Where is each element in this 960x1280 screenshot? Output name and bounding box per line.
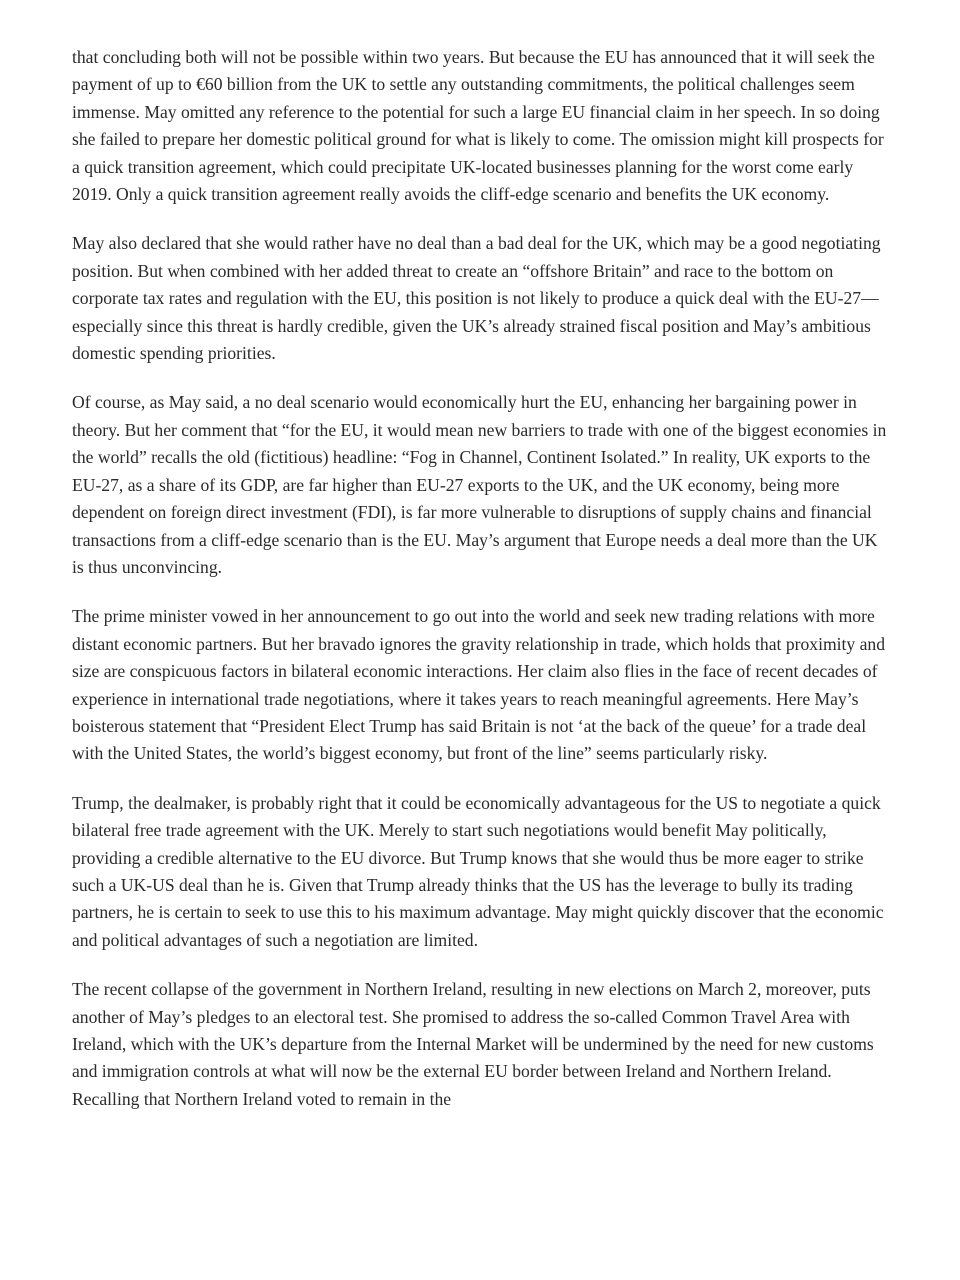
- paragraph-3: Of course, as May said, a no deal scenario would economically hurt the EU, enhancing her bargaining power in theory. But her comment that “for the EU, it would mean new barriers to trade with one of the biggest economies in the world” recalls the old (fictitious) headline: “Fog in Channel, Continent Isolated.” In reality, UK exports to the EU-27, as a share of its GDP, are far higher than EU-27 exports to the UK, and the UK economy, being more dependent on foreign direct investment (FDI), is far more vulnerable to disruptions of supply chains and financial transactions from a cliff-edge scenario than is the EU. May’s argument that Europe needs a deal more than the UK is thus unconvincing.: [72, 392, 887, 577]
- paragraph-5: Trump, the dealmaker, is probably right that it could be economically advantageous for the US to negotiate a quick bilateral free trade agreement with the UK. Merely to start such negotiations would benefit May politically, providing a credible alternative to the EU divorce. But Trump knows that she would thus be more eager to strike such a UK-US deal than he is. Given that Trump already thinks that the US has the leverage to bully its trading partners, he is certain to seek to use this to his maximum advantage. May might quickly discover that the economic and political advantages of such a negotiation are limited.: [72, 792, 884, 950]
- paragraph-6: The recent collapse of the government in Northern Ireland, resulting in new elections on March 2, moreover, puts another of May’s pledges to an electoral test. She promised to address the so-called Common Travel Area with Ireland, which with the UK’s departure from the Internal Market will be undermined by the need for new customs and immigration controls at what will now be the external EU border between Ireland and Northern Ireland. Recalling that Northern Ireland voted to remain in the: [72, 979, 874, 1109]
- document-body: [72, 44, 892, 1135]
- paragraph-4: The prime minister vowed in her announcement to go out into the world and seek new trading relations with more distant economic partners. But her bravado ignores the gravity relationship in trade, which holds that proximity and size are conspicuous factors in bilateral economic interactions. Her claim also flies in the face of recent decades of experience in international trade negotiations, where it takes years to reach meaningful agreements. Here May’s boisterous statement that “President Elect Trump has said Britain is not ‘at the back of the queue’ for a trade deal with the United States, the world’s biggest economy, but front of the line” seems particularly risky.: [72, 606, 886, 764]
- paragraph-1: that concluding both will not be possible within two years. But because the EU has announced that it will seek the payment of up to €60 billion from the UK to settle any outstanding commitments, the political challenges seem immense. May omitted any reference to the potential for such a large EU financial claim in her speech. In so doing she failed to prepare her domestic political ground for what is likely to come. The omission might kill prospects for a quick transition agreement, which could precipitate UK-located businesses planning for the worst come early 2019. Only a quick transition agreement really avoids the cliff-edge scenario and benefits the UK economy.: [72, 47, 884, 205]
- paragraph-2: May also declared that she would rather have no deal than a bad deal for the UK, which may be a good negotiating position. But when combined with her added threat to create an “offshore Britain” and race to the bottom on corporate tax rates and regulation with the EU, this position is not likely to produce a quick deal with the EU-27—especially since this threat is hardly credible, given the UK’s already strained fiscal position and May’s ambitious domestic spending priorities.: [72, 233, 881, 364]
